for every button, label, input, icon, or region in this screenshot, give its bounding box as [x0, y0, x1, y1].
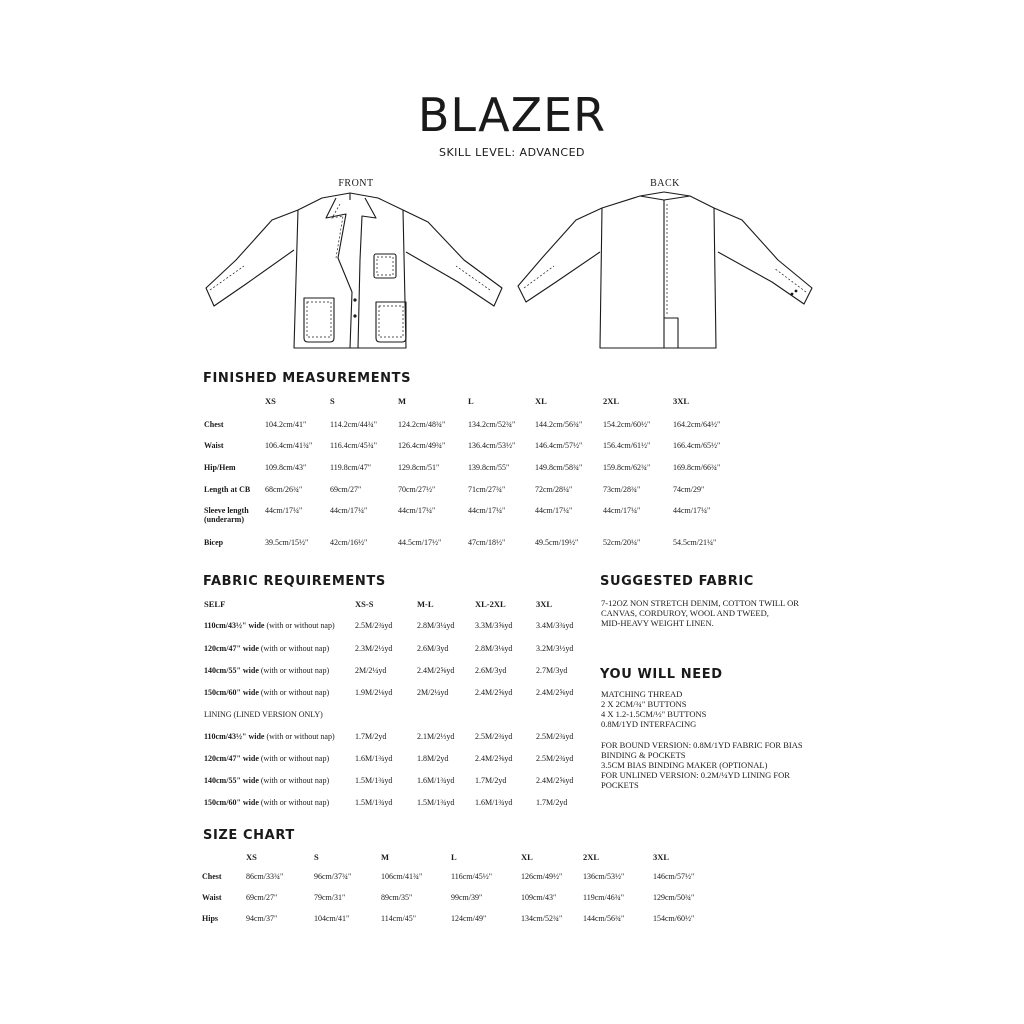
fabric-width: 140cm/55" wide — [204, 776, 259, 785]
row-label: Waist — [204, 441, 224, 450]
table-row — [204, 485, 743, 506]
cell: 1.5M/1¾yd — [355, 798, 393, 807]
cell: 99cm/39" — [451, 893, 483, 902]
cell: 119.8cm/47" — [330, 463, 371, 472]
cell: 52cm/20¼" — [603, 538, 641, 547]
cell: 119cm/46¾" — [583, 893, 624, 902]
cell: 1.6M/1¾yd — [475, 798, 513, 807]
row-label: Hips — [202, 914, 219, 923]
fabric-requirements-heading: FABRIC REQUIREMENTS — [203, 574, 386, 589]
cell: 104.2cm/41" — [265, 420, 307, 429]
size-header: 3XL — [653, 852, 670, 862]
blazer-front-illustration — [200, 188, 510, 358]
size-header: XS-S — [355, 599, 374, 609]
nap-note: (with or without nap) — [258, 754, 330, 763]
cell: 159.8cm/62¾" — [603, 463, 651, 472]
table-row — [204, 666, 596, 688]
size-header: 2XL — [603, 396, 620, 406]
cell: 2.5M/2¾yd — [475, 732, 513, 741]
text-line: CANVAS, CORDUROY, WOOL AND TWEED, — [601, 608, 769, 618]
cell: 114.2cm/44¾" — [330, 420, 377, 429]
cell: 154cm/60½" — [653, 914, 695, 923]
row-label — [204, 506, 265, 538]
cell: 72cm/28¼" — [535, 485, 573, 494]
list-item: BINDING & POCKETS — [601, 750, 686, 760]
cell: 126.4cm/49¾" — [398, 441, 446, 450]
row-label: Chest — [204, 420, 224, 429]
size-header: XL — [521, 852, 533, 862]
width-cell — [204, 644, 355, 666]
cell: 1.7M/2yd — [355, 732, 387, 741]
width-cell — [204, 754, 355, 776]
cell: 73cm/28¾" — [603, 485, 641, 494]
fabric-width: 120cm/47" wide — [204, 754, 259, 763]
cell: 94cm/37" — [246, 914, 278, 923]
list-item: 3.5CM BIAS BINDING MAKER (OPTIONAL) — [601, 760, 768, 770]
cell: 129cm/50¾" — [653, 893, 695, 902]
cell: 44cm/17¼" — [535, 506, 573, 515]
row-label: Bicep — [204, 538, 224, 547]
row-label-sub: (underarm) — [204, 515, 244, 524]
row-label: Waist — [202, 893, 222, 902]
cell: 2.5M/2¾yd — [536, 754, 574, 763]
size-header: 3XL — [673, 396, 690, 406]
cell: 2.6M/3yd — [475, 666, 507, 675]
cell: 2.4M/2⅝yd — [417, 666, 455, 675]
cell: 44cm/17¼" — [330, 506, 368, 515]
nap-note: (with or without nap) — [258, 688, 330, 697]
cell: 106.4cm/41¾" — [265, 441, 313, 450]
size-header: XS — [265, 396, 276, 406]
corner-cell — [202, 852, 246, 872]
size-chart-heading: SIZE CHART — [203, 828, 295, 843]
finished-measurements-table — [204, 396, 743, 558]
cell: 116.4cm/45¾" — [330, 441, 377, 450]
table-row — [204, 798, 596, 820]
cell: 68cm/26¾" — [265, 485, 303, 494]
fabric-width: 150cm/60" wide — [204, 798, 259, 807]
skill-level: SKILL LEVEL: ADVANCED — [438, 146, 586, 159]
cell: 79cm/31" — [314, 893, 346, 902]
fabric-requirements-table — [204, 599, 596, 820]
cell: 1.5M/1¾yd — [355, 776, 393, 785]
cell: 2.5M/2¾yd — [536, 732, 574, 741]
row-label: Chest — [202, 872, 222, 881]
cell: 44cm/17¼" — [603, 506, 641, 515]
text-line: 7-12OZ NON STRETCH DENIM, COTTON TWILL OR — [601, 598, 799, 608]
cell: 144.2cm/56¾" — [535, 420, 583, 429]
cell: 149.8cm/58¾" — [535, 463, 583, 472]
cell: 104cm/41" — [314, 914, 350, 923]
cell: 49.5cm/19½" — [535, 538, 579, 547]
row-label-main: Sleeve length — [204, 506, 249, 515]
text-line: MID-HEAVY WEIGHT LINEN. — [601, 618, 714, 628]
cell: 139.8cm/55" — [468, 463, 510, 472]
cell: 44cm/17¼" — [673, 506, 711, 515]
row-label: Length at CB — [204, 485, 251, 494]
cell: 144cm/56¾" — [583, 914, 625, 923]
you-will-need-heading: YOU WILL NEED — [600, 667, 723, 682]
cell: 1.7M/2yd — [536, 798, 568, 807]
size-chart-table — [202, 852, 723, 934]
cell: 2.7M/3yd — [536, 666, 568, 675]
cell: 47cm/18½" — [468, 538, 506, 547]
cell: 109cm/43" — [521, 893, 557, 902]
list-item: 2 X 2CM/¾" BUTTONS — [601, 699, 687, 709]
table-row — [204, 621, 596, 644]
cell: 2M/2¼yd — [355, 666, 387, 675]
cell: 129.8cm/51" — [398, 463, 440, 472]
table-row — [204, 538, 743, 558]
width-cell — [204, 666, 355, 688]
cell: 44cm/17¼" — [398, 506, 436, 515]
size-header: 2XL — [583, 852, 600, 862]
cell: 39.5cm/15½" — [265, 538, 309, 547]
cell: 1.9M/2⅛yd — [355, 688, 393, 697]
list-item: FOR UNLINED VERSION: 0.2M/¼YD LINING FOR — [601, 770, 790, 780]
cell: 136.4cm/53½" — [468, 441, 516, 450]
cell: 2.6M/3yd — [417, 644, 449, 653]
cell: 70cm/27½" — [398, 485, 436, 494]
cell: 69cm/27" — [330, 485, 362, 494]
size-header: 3XL — [536, 599, 553, 609]
cell: 2.3M/2½yd — [355, 644, 393, 653]
finished-measurements-heading: FINISHED MEASUREMENTS — [203, 371, 412, 386]
cell: 166.4cm/65½" — [673, 441, 721, 450]
self-label: SELF — [204, 599, 226, 609]
table-row — [204, 688, 596, 710]
cell: 86cm/33¾" — [246, 872, 284, 881]
cell: 2.4M/2⅝yd — [475, 754, 513, 763]
nap-note: (with or without nap) — [258, 666, 330, 675]
cell: 156.4cm/61½" — [603, 441, 651, 450]
cell: 44cm/17¼" — [468, 506, 506, 515]
fabric-width: 140cm/55" wide — [204, 666, 259, 675]
nap-note: (with or without nap) — [258, 644, 330, 653]
size-header: S — [314, 852, 319, 862]
size-header: L — [468, 396, 474, 406]
blazer-back-illustration — [512, 188, 822, 358]
cell: 106cm/41¾" — [381, 872, 423, 881]
list-item: POCKETS — [601, 780, 639, 790]
cell: 124.2cm/48¾" — [398, 420, 446, 429]
cell: 114cm/45" — [381, 914, 416, 923]
list-item: 0.8M/1YD INTERFACING — [601, 719, 697, 729]
table-row — [202, 893, 723, 914]
table-row — [202, 872, 723, 893]
cell: 44.5cm/17½" — [398, 538, 442, 547]
cell: 2.4M/2⅝yd — [536, 776, 574, 785]
table-row — [204, 732, 596, 754]
table-row — [204, 644, 596, 666]
cell: 134.2cm/52¾" — [468, 420, 516, 429]
lining-label: LINING (LINED VERSION ONLY) — [204, 710, 323, 719]
width-cell — [204, 621, 355, 644]
table-row — [204, 441, 743, 463]
cell: 2.8M/3¼yd — [417, 621, 455, 630]
cell: 1.6M/1¾yd — [417, 776, 455, 785]
size-header: M — [381, 852, 390, 862]
page-title: BLAZER — [417, 88, 607, 142]
cell: 74cm/29" — [673, 485, 705, 494]
cell: 3.3M/3⅝yd — [475, 621, 513, 630]
cell: 2.1M/2⅓yd — [417, 732, 455, 741]
size-header: M — [398, 396, 407, 406]
width-cell — [204, 732, 355, 754]
cell: 2M/2¼yd — [417, 688, 449, 697]
cell: 126cm/49½" — [521, 872, 563, 881]
table-row — [202, 914, 723, 934]
cell: 124cm/49" — [451, 914, 487, 923]
size-header: XS — [246, 852, 257, 862]
cell: 69cm/27" — [246, 893, 278, 902]
cell: 3.2M/3½yd — [536, 644, 574, 653]
size-header: XL-2XL — [475, 599, 506, 609]
size-header: S — [330, 396, 335, 406]
width-cell — [204, 776, 355, 798]
fabric-width: 110cm/43½" wide — [204, 732, 265, 741]
cell: 146.4cm/57½" — [535, 441, 583, 450]
cell: 169.8cm/66¾" — [673, 463, 721, 472]
cell: 89cm/35" — [381, 893, 413, 902]
back-view-label: BACK — [650, 178, 680, 189]
fabric-width: 120cm/47" wide — [204, 644, 259, 653]
list-item: MATCHING THREAD — [601, 689, 683, 699]
cell: 96cm/37¾" — [314, 872, 352, 881]
front-view-label: FRONT — [338, 178, 374, 189]
you-will-need-list — [601, 689, 841, 790]
size-header: L — [451, 852, 457, 862]
cell: 2.4M/2⅝yd — [536, 688, 574, 697]
cell: 3.4M/3¾yd — [536, 621, 574, 630]
table-row — [204, 463, 743, 485]
width-cell — [204, 798, 355, 820]
cell: 154.2cm/60½" — [603, 420, 651, 429]
table-row — [204, 420, 743, 441]
list-item: FOR BOUND VERSION: 0.8M/1YD FABRIC FOR BIAS — [601, 740, 803, 750]
cell: 1.6M/1¾yd — [355, 754, 393, 763]
cell: 136cm/53½" — [583, 872, 625, 881]
cell: 2.4M/2⅝yd — [475, 688, 513, 697]
cell: 42cm/16½" — [330, 538, 368, 547]
cell: 54.5cm/21¼" — [673, 538, 717, 547]
nap-note: (with or without nap) — [258, 776, 330, 785]
cell: 146cm/57½" — [653, 872, 695, 881]
suggested-fabric-text — [601, 598, 841, 628]
size-header: XL — [535, 396, 547, 406]
cell: 1.8M/2yd — [417, 754, 449, 763]
cell: 134cm/52¾" — [521, 914, 563, 923]
width-cell — [204, 688, 355, 710]
cell: 1.5M/1¾yd — [417, 798, 455, 807]
cell: 71cm/27¾" — [468, 485, 506, 494]
suggested-fabric-heading: SUGGESTED FABRIC — [600, 574, 754, 589]
size-header: M-L — [417, 599, 434, 609]
fabric-width: 110cm/43½" wide — [204, 621, 265, 630]
cell: 164.2cm/64½" — [673, 420, 721, 429]
cell: 44cm/17¼" — [265, 506, 303, 515]
cell: 116cm/45½" — [451, 872, 492, 881]
row-label: Hip/Hem — [204, 463, 236, 472]
table-row — [204, 506, 743, 538]
table-row — [204, 754, 596, 776]
list-item: 4 X 1.2-1.5CM/½" BUTTONS — [601, 709, 707, 719]
nap-note: (with or without nap) — [264, 732, 335, 741]
table-row — [204, 776, 596, 798]
cell: 2.5M/2¾yd — [355, 621, 393, 630]
fabric-width: 150cm/60" wide — [204, 688, 259, 697]
corner-cell — [204, 396, 265, 420]
cell: 2.8M/3⅛yd — [475, 644, 513, 653]
nap-note: (with or without nap) — [258, 798, 330, 807]
cell: 1.7M/2yd — [475, 776, 507, 785]
cell: 109.8cm/43" — [265, 463, 307, 472]
nap-note: (with or without nap) — [264, 621, 335, 630]
